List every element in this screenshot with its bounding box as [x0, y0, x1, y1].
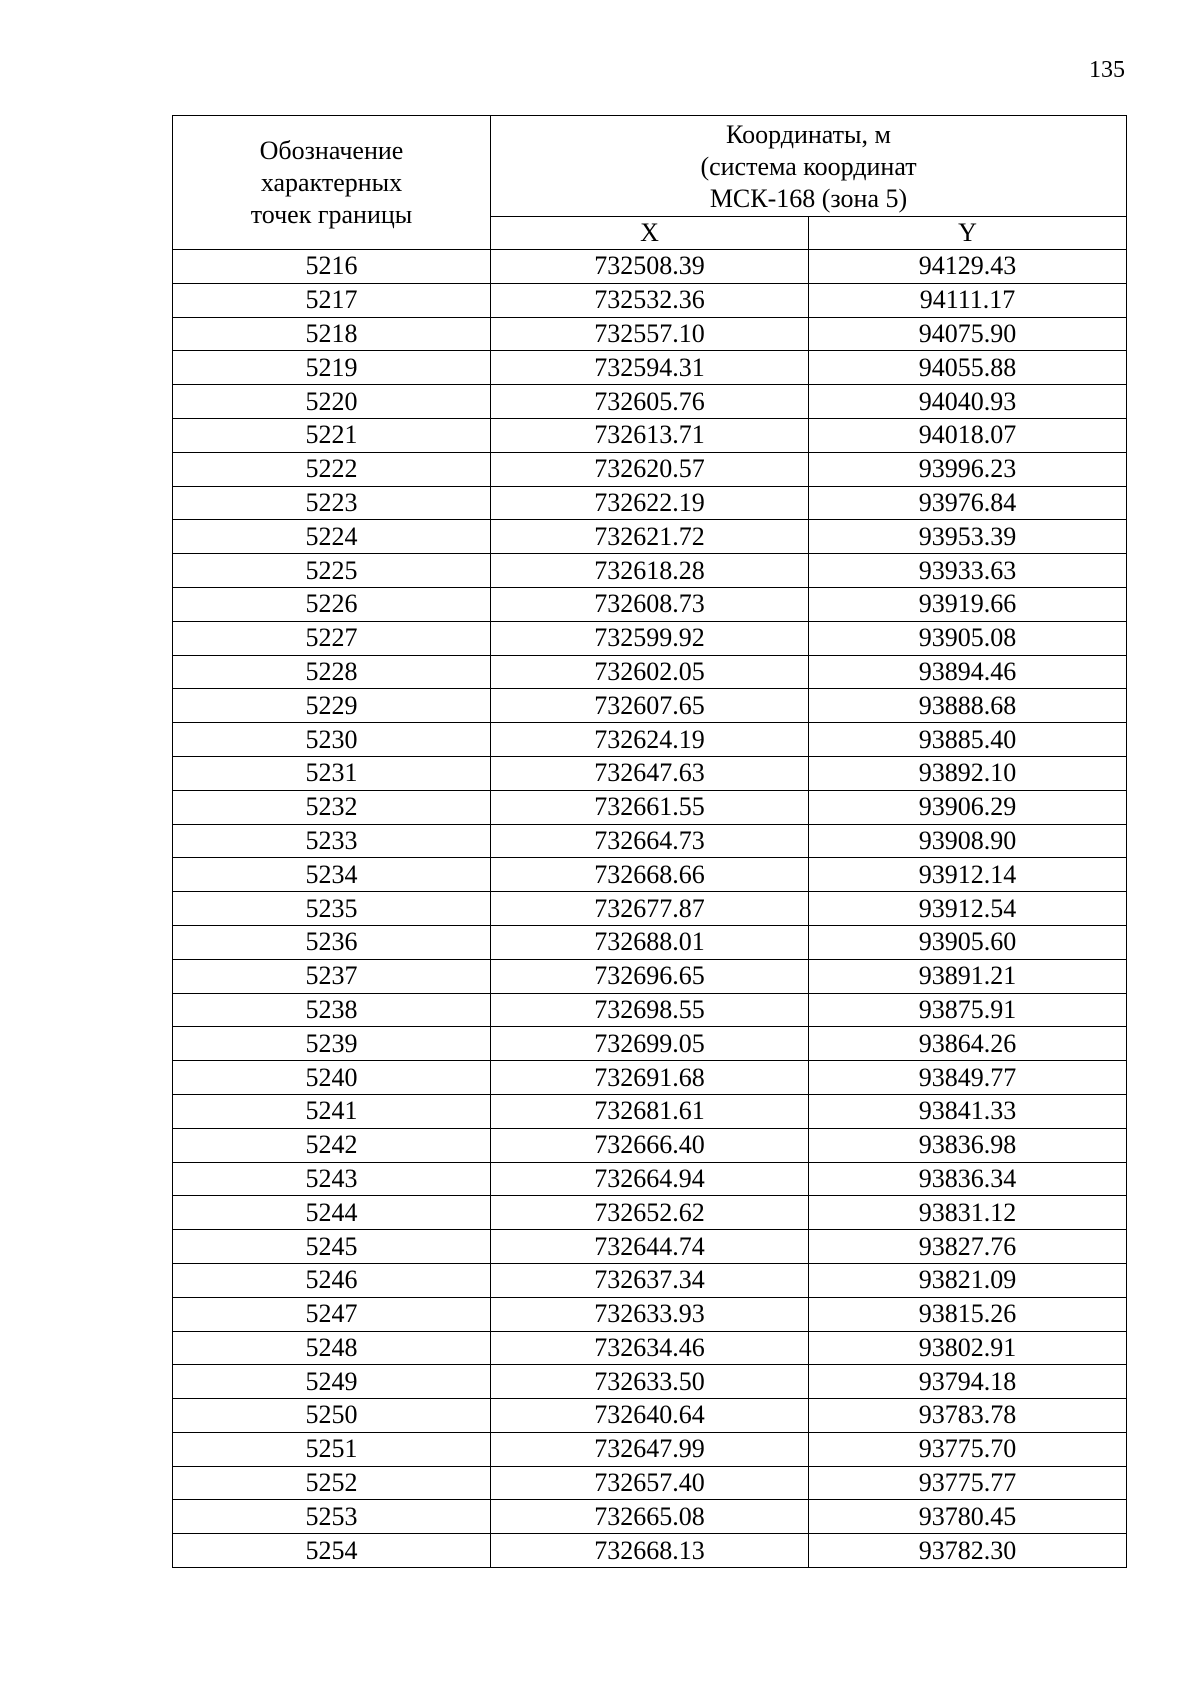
point-cell: 5229 [173, 689, 491, 723]
y-coordinate-cell: 93836.34 [809, 1162, 1127, 1196]
coords-header-line: МСК-168 (зона 5) [709, 184, 908, 213]
table-row [173, 1061, 1127, 1095]
table-row [173, 1263, 1127, 1297]
y-coordinate-cell: 94018.07 [809, 418, 1127, 452]
point-cell: 5247 [173, 1297, 491, 1331]
table-row [173, 790, 1127, 824]
y-coordinate-cell: 93821.09 [809, 1263, 1127, 1297]
y-coordinate-cell: 93912.14 [809, 858, 1127, 892]
y-coordinate-cell: 93906.29 [809, 790, 1127, 824]
table-row [173, 1432, 1127, 1466]
x-coordinate-cell: 732657.40 [491, 1466, 809, 1500]
table-row [173, 655, 1127, 689]
table-row [173, 925, 1127, 959]
y-coordinate-cell: 93894.46 [809, 655, 1127, 689]
x-coordinate-cell: 732633.50 [491, 1365, 809, 1399]
x-coordinate-cell: 732696.65 [491, 959, 809, 993]
y-coordinate-cell: 93996.23 [809, 452, 1127, 486]
y-coordinate-cell: 93892.10 [809, 756, 1127, 790]
point-cell: 5251 [173, 1432, 491, 1466]
point-cell: 5232 [173, 790, 491, 824]
x-coordinate-cell: 732618.28 [491, 554, 809, 588]
table-row [173, 858, 1127, 892]
y-coordinate-cell: 94111.17 [809, 283, 1127, 317]
point-cell: 5220 [173, 385, 491, 419]
table-row [173, 1500, 1127, 1534]
point-cell: 5236 [173, 925, 491, 959]
x-coordinate-cell: 732620.57 [491, 452, 809, 486]
point-cell: 5242 [173, 1128, 491, 1162]
y-coordinate-cell: 93905.60 [809, 925, 1127, 959]
x-coordinate-cell: 732637.34 [491, 1263, 809, 1297]
y-coordinate-cell: 93905.08 [809, 621, 1127, 655]
point-cell: 5234 [173, 858, 491, 892]
point-cell: 5224 [173, 520, 491, 554]
table-row [173, 418, 1127, 452]
table-row [173, 1365, 1127, 1399]
point-cell: 5233 [173, 824, 491, 858]
x-coordinate-cell: 732608.73 [491, 587, 809, 621]
table-row [173, 689, 1127, 723]
y-coordinate-cell: 93841.33 [809, 1094, 1127, 1128]
point-cell: 5228 [173, 655, 491, 689]
y-coordinate-cell: 94129.43 [809, 250, 1127, 284]
y-coordinate-cell: 93885.40 [809, 723, 1127, 757]
x-coordinate-cell: 732698.55 [491, 993, 809, 1027]
point-cell: 5216 [173, 250, 491, 284]
y-coordinate-cell: 93831.12 [809, 1196, 1127, 1230]
y-coordinate-cell: 94040.93 [809, 385, 1127, 419]
point-cell: 5246 [173, 1263, 491, 1297]
x-coordinate-cell: 732602.05 [491, 655, 809, 689]
y-coordinate-cell: 93976.84 [809, 486, 1127, 520]
y-coordinate-cell: 93864.26 [809, 1027, 1127, 1061]
point-cell: 5225 [173, 554, 491, 588]
y-coordinate-cell: 93888.68 [809, 689, 1127, 723]
point-cell: 5245 [173, 1230, 491, 1264]
point-cell: 5252 [173, 1466, 491, 1500]
x-coordinate-cell: 732621.72 [491, 520, 809, 554]
y-coordinate-cell: 93827.76 [809, 1230, 1127, 1264]
table-row [173, 587, 1127, 621]
y-column-header: Y [809, 217, 1127, 250]
x-coordinate-cell: 732644.74 [491, 1230, 809, 1264]
table-row [173, 452, 1127, 486]
x-coordinate-cell: 732652.62 [491, 1196, 809, 1230]
y-coordinate-cell: 93782.30 [809, 1534, 1127, 1568]
x-coordinate-cell: 732666.40 [491, 1128, 809, 1162]
boundary-points-table [172, 115, 1127, 1568]
y-coordinate-cell: 93815.26 [809, 1297, 1127, 1331]
y-coordinate-cell: 93775.70 [809, 1432, 1127, 1466]
table-row [173, 486, 1127, 520]
x-coordinate-cell: 732665.08 [491, 1500, 809, 1534]
page-number: 135 [1089, 57, 1125, 83]
y-coordinate-cell: 93891.21 [809, 959, 1127, 993]
point-cell: 5230 [173, 723, 491, 757]
y-coordinate-cell: 94055.88 [809, 351, 1127, 385]
table-row [173, 993, 1127, 1027]
coordinates-header [491, 116, 1127, 217]
x-column-header: X [491, 217, 809, 250]
y-coordinate-cell: 93953.39 [809, 520, 1127, 554]
point-designation-header [173, 116, 491, 250]
table-row [173, 554, 1127, 588]
table-row [173, 621, 1127, 655]
point-cell: 5240 [173, 1061, 491, 1095]
x-coordinate-cell: 732668.66 [491, 858, 809, 892]
point-cell: 5238 [173, 993, 491, 1027]
point-cell: 5227 [173, 621, 491, 655]
x-coordinate-cell: 732613.71 [491, 418, 809, 452]
table-row [173, 1534, 1127, 1568]
table-row [173, 756, 1127, 790]
x-coordinate-cell: 732640.64 [491, 1399, 809, 1433]
y-coordinate-cell: 93794.18 [809, 1365, 1127, 1399]
point-header-line: точек границы [250, 199, 413, 229]
x-coordinate-cell: 732668.13 [491, 1534, 809, 1568]
point-cell: 5218 [173, 317, 491, 351]
point-cell: 5221 [173, 418, 491, 452]
x-coordinate-cell: 732557.10 [491, 317, 809, 351]
y-coordinate-cell: 94075.90 [809, 317, 1127, 351]
table-body [173, 250, 1127, 1568]
y-coordinate-cell: 93780.45 [809, 1500, 1127, 1534]
x-coordinate-cell: 732634.46 [491, 1331, 809, 1365]
table-row [173, 824, 1127, 858]
point-cell: 5222 [173, 452, 491, 486]
table-row [173, 1162, 1127, 1196]
x-coordinate-cell: 732647.63 [491, 756, 809, 790]
y-coordinate-cell: 93849.77 [809, 1061, 1127, 1095]
point-cell: 5217 [173, 283, 491, 317]
x-coordinate-cell: 732688.01 [491, 925, 809, 959]
y-coordinate-cell: 93875.91 [809, 993, 1127, 1027]
point-cell: 5237 [173, 959, 491, 993]
y-coordinate-cell: 93912.54 [809, 892, 1127, 926]
x-coordinate-cell: 732594.31 [491, 351, 809, 385]
table-header [173, 116, 1127, 250]
y-coordinate-cell: 93802.91 [809, 1331, 1127, 1365]
x-coordinate-cell: 732664.73 [491, 824, 809, 858]
table-row [173, 959, 1127, 993]
coords-header-line: Координаты, м [726, 120, 891, 149]
x-coordinate-cell: 732664.94 [491, 1162, 809, 1196]
table-row [173, 1466, 1127, 1500]
point-cell: 5223 [173, 486, 491, 520]
x-coordinate-cell: 732599.92 [491, 621, 809, 655]
point-cell: 5243 [173, 1162, 491, 1196]
y-coordinate-cell: 93783.78 [809, 1399, 1127, 1433]
table-row [173, 1027, 1127, 1061]
table-row [173, 1331, 1127, 1365]
x-coordinate-cell: 732661.55 [491, 790, 809, 824]
point-cell: 5235 [173, 892, 491, 926]
x-coordinate-cell: 732647.99 [491, 1432, 809, 1466]
table-row [173, 283, 1127, 317]
x-coordinate-cell: 732605.76 [491, 385, 809, 419]
x-coordinate-cell: 732624.19 [491, 723, 809, 757]
x-coordinate-cell: 732508.39 [491, 250, 809, 284]
x-coordinate-cell: 732532.36 [491, 283, 809, 317]
x-coordinate-cell: 732681.61 [491, 1094, 809, 1128]
point-cell: 5254 [173, 1534, 491, 1568]
point-cell: 5248 [173, 1331, 491, 1365]
x-coordinate-cell: 732691.68 [491, 1061, 809, 1095]
y-coordinate-cell: 93933.63 [809, 554, 1127, 588]
point-cell: 5226 [173, 587, 491, 621]
y-coordinate-cell: 93919.66 [809, 587, 1127, 621]
table-row [173, 385, 1127, 419]
table-row [173, 1196, 1127, 1230]
table-row [173, 1399, 1127, 1433]
table-row [173, 1094, 1127, 1128]
point-cell: 5241 [173, 1094, 491, 1128]
y-coordinate-cell: 93836.98 [809, 1128, 1127, 1162]
table-row [173, 250, 1127, 284]
table-row [173, 892, 1127, 926]
point-cell: 5249 [173, 1365, 491, 1399]
point-cell: 5239 [173, 1027, 491, 1061]
y-coordinate-cell: 93908.90 [809, 824, 1127, 858]
table-row [173, 1230, 1127, 1264]
x-coordinate-cell: 732677.87 [491, 892, 809, 926]
table-row [173, 351, 1127, 385]
x-coordinate-cell: 732699.05 [491, 1027, 809, 1061]
point-cell: 5219 [173, 351, 491, 385]
x-coordinate-cell: 732622.19 [491, 486, 809, 520]
point-cell: 5231 [173, 756, 491, 790]
table-row [173, 1297, 1127, 1331]
y-coordinate-cell: 93775.77 [809, 1466, 1127, 1500]
point-cell: 5253 [173, 1500, 491, 1534]
point-cell: 5250 [173, 1399, 491, 1433]
table-row [173, 723, 1127, 757]
point-cell: 5244 [173, 1196, 491, 1230]
coords-header-line: (система координат [700, 152, 917, 181]
x-coordinate-cell: 732607.65 [491, 689, 809, 723]
x-coordinate-cell: 732633.93 [491, 1297, 809, 1331]
table-row [173, 317, 1127, 351]
point-header-line: Обозначение [259, 135, 404, 165]
table-row [173, 520, 1127, 554]
point-header-line: характерных [260, 167, 403, 197]
table-row [173, 1128, 1127, 1162]
